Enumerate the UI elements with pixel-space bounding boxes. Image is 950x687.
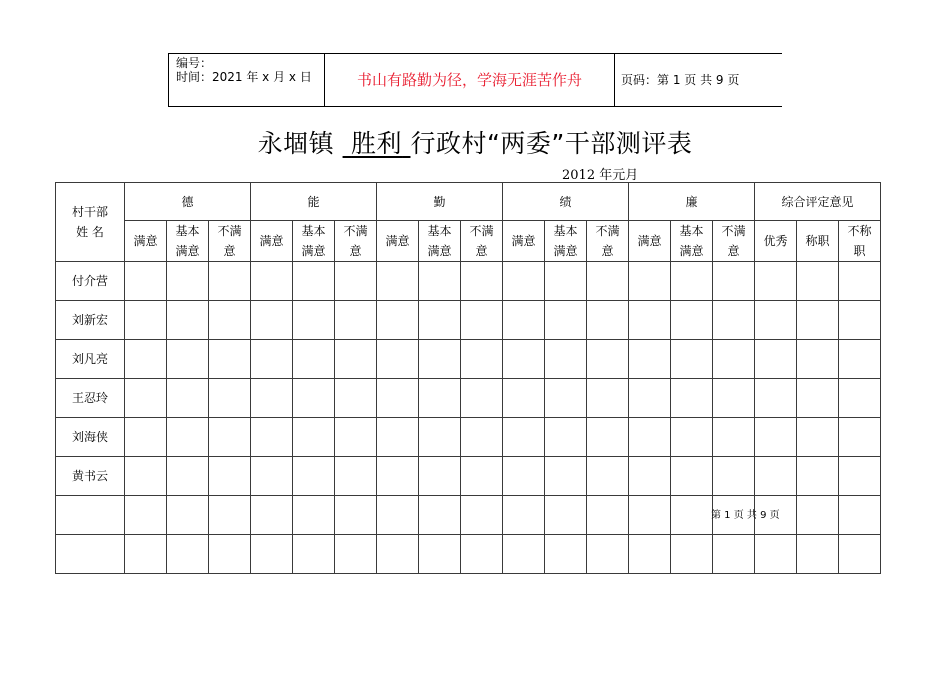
rating-cell[interactable] <box>671 496 713 535</box>
rating-cell[interactable] <box>797 418 839 457</box>
rating-cell[interactable] <box>167 535 209 574</box>
rating-cell[interactable] <box>503 301 545 340</box>
title-prefix: 永堌镇 <box>257 129 335 158</box>
rating-cell[interactable] <box>587 535 629 574</box>
group-header: 能 <box>251 183 377 221</box>
rating-cell[interactable] <box>461 301 503 340</box>
rating-cell[interactable] <box>711 496 797 535</box>
summary-group-header: 综合评定意见 <box>755 183 881 221</box>
rating-cell[interactable] <box>251 262 293 301</box>
rating-cell[interactable] <box>335 379 377 418</box>
rating-cell[interactable] <box>545 301 587 340</box>
cadre-name: 付介营 <box>56 262 125 301</box>
rating-cell[interactable] <box>125 340 167 379</box>
table-row <box>56 535 881 574</box>
rating-cell[interactable] <box>419 340 461 379</box>
option-header <box>545 221 587 262</box>
rating-cell[interactable] <box>419 301 461 340</box>
cell-line: 基本 <box>427 224 452 238</box>
document-header <box>168 53 782 107</box>
rating-cell[interactable] <box>419 496 461 535</box>
option-header <box>713 221 755 262</box>
rating-cell[interactable] <box>377 301 419 340</box>
summary-option-header <box>797 221 839 262</box>
cell-line: 满意 <box>553 244 578 258</box>
title-village: 胜利 <box>351 129 403 158</box>
cell-line: 意 <box>223 244 236 258</box>
rating-cell[interactable] <box>671 262 713 301</box>
rating-cell[interactable] <box>419 535 461 574</box>
rating-cell[interactable] <box>335 418 377 457</box>
rating-cell[interactable] <box>713 340 755 379</box>
rating-cell[interactable] <box>629 379 671 418</box>
evaluation-table <box>55 182 881 574</box>
corner-line: 村干部 <box>71 205 108 219</box>
rating-cell[interactable] <box>251 301 293 340</box>
rating-cell[interactable] <box>251 496 293 535</box>
header-meta <box>176 56 312 84</box>
cell-line: 满意 <box>679 244 704 258</box>
option-header <box>671 221 713 262</box>
option-header <box>293 221 335 262</box>
corner-line: 姓 名 <box>76 225 104 239</box>
cell-line: 意 <box>727 244 740 258</box>
rating-cell[interactable] <box>503 535 545 574</box>
cell-line: 满意 <box>637 234 662 248</box>
rating-cell[interactable] <box>671 379 713 418</box>
rating-cell[interactable] <box>251 418 293 457</box>
rating-cell[interactable] <box>461 496 503 535</box>
rating-cell[interactable] <box>587 457 629 496</box>
group-header: 勤 <box>377 183 503 221</box>
header-page-info: 页码：第 1 页 共 9 页 <box>621 73 740 87</box>
rating-cell[interactable] <box>251 535 293 574</box>
cadre-name: 刘新宏 <box>56 301 125 340</box>
rating-cell[interactable] <box>503 262 545 301</box>
rating-cell[interactable] <box>587 496 629 535</box>
rating-cell[interactable] <box>293 496 335 535</box>
cell-line: 满意 <box>301 244 326 258</box>
rating-cell[interactable] <box>293 262 335 301</box>
option-header <box>503 221 545 262</box>
header-divider <box>614 54 615 106</box>
rating-cell[interactable] <box>713 379 755 418</box>
rating-cell[interactable] <box>671 340 713 379</box>
rating-cell[interactable] <box>755 301 797 340</box>
rating-cell[interactable] <box>755 418 797 457</box>
rating-cell[interactable] <box>125 535 167 574</box>
rating-cell[interactable] <box>671 301 713 340</box>
rating-cell[interactable] <box>755 535 797 574</box>
cell-line: 不满 <box>721 224 746 238</box>
cadre-name: 刘海侠 <box>56 418 125 457</box>
rating-cell[interactable] <box>209 262 251 301</box>
rating-cell[interactable] <box>713 418 755 457</box>
option-header <box>377 221 419 262</box>
table-row <box>56 457 881 496</box>
cell-line: 不满 <box>469 224 494 238</box>
rating-cell[interactable] <box>251 379 293 418</box>
cell-line: 基本 <box>175 224 200 238</box>
rating-cell[interactable] <box>209 457 251 496</box>
table-row <box>56 301 881 340</box>
rating-cell[interactable] <box>713 535 755 574</box>
rating-cell[interactable] <box>167 418 209 457</box>
rating-cell[interactable] <box>461 457 503 496</box>
rating-cell[interactable] <box>125 379 167 418</box>
rating-cell[interactable] <box>503 418 545 457</box>
option-header <box>167 221 209 262</box>
name-column-header <box>56 183 125 262</box>
rating-cell[interactable] <box>839 418 881 457</box>
rating-cell[interactable] <box>629 535 671 574</box>
rating-cell[interactable] <box>839 496 881 535</box>
option-header <box>125 221 167 262</box>
rating-cell[interactable] <box>545 418 587 457</box>
rating-cell[interactable] <box>461 535 503 574</box>
rating-cell[interactable] <box>125 496 167 535</box>
rating-cell[interactable] <box>167 262 209 301</box>
rating-cell[interactable] <box>839 379 881 418</box>
rating-cell[interactable] <box>125 262 167 301</box>
rating-cell[interactable] <box>629 457 671 496</box>
cell-line: 满意 <box>259 234 284 248</box>
cadre-name: 黄书云 <box>56 457 125 496</box>
rating-cell[interactable] <box>461 418 503 457</box>
option-header <box>419 221 461 262</box>
option-header <box>461 221 503 262</box>
group-header: 绩 <box>503 183 629 221</box>
rating-cell[interactable] <box>503 379 545 418</box>
rating-cell[interactable] <box>503 457 545 496</box>
rating-cell[interactable] <box>335 496 377 535</box>
rating-cell[interactable] <box>797 379 839 418</box>
header-motto: 书山有路勤为径，学海无涯苦作舟 <box>356 71 582 89</box>
rating-cell[interactable] <box>545 496 587 535</box>
table-row <box>56 379 881 418</box>
rating-cell[interactable] <box>167 301 209 340</box>
rating-cell[interactable] <box>209 301 251 340</box>
rating-cell[interactable] <box>797 340 839 379</box>
rating-cell[interactable] <box>419 262 461 301</box>
summary-option-header <box>755 221 797 262</box>
rating-cell[interactable] <box>293 340 335 379</box>
rating-cell[interactable] <box>797 301 839 340</box>
rating-cell[interactable] <box>755 340 797 379</box>
rating-cell[interactable] <box>545 379 587 418</box>
rating-cell[interactable] <box>713 301 755 340</box>
rating-cell[interactable] <box>671 418 713 457</box>
rating-cell[interactable] <box>629 340 671 379</box>
cell-line: 意 <box>601 244 614 258</box>
group-header: 廉 <box>629 183 755 221</box>
cell-line: 基本 <box>301 224 326 238</box>
table-row <box>56 496 881 535</box>
rating-cell[interactable] <box>545 535 587 574</box>
rating-cell[interactable] <box>377 496 419 535</box>
rating-cell[interactable] <box>209 379 251 418</box>
cell-line: 满意 <box>385 234 410 248</box>
rating-cell[interactable] <box>419 379 461 418</box>
rating-cell[interactable] <box>167 340 209 379</box>
cell-line: 满意 <box>133 234 158 248</box>
rating-cell[interactable] <box>797 457 839 496</box>
rating-cell[interactable] <box>251 340 293 379</box>
cell-line: 满意 <box>511 234 536 248</box>
header-row-groups <box>56 183 881 221</box>
rating-cell[interactable] <box>335 535 377 574</box>
rating-cell[interactable] <box>671 457 713 496</box>
cell-line: 不称 <box>847 224 872 238</box>
rating-cell[interactable] <box>167 496 209 535</box>
option-header <box>587 221 629 262</box>
rating-cell[interactable] <box>839 340 881 379</box>
rating-cell[interactable] <box>587 418 629 457</box>
rating-cell[interactable] <box>377 457 419 496</box>
rating-cell[interactable] <box>251 457 293 496</box>
page-title <box>0 124 950 160</box>
rating-cell[interactable] <box>671 535 713 574</box>
option-header <box>251 221 293 262</box>
rating-cell[interactable] <box>503 496 545 535</box>
rating-cell[interactable] <box>755 457 797 496</box>
rating-cell[interactable] <box>209 340 251 379</box>
rating-cell[interactable] <box>377 379 419 418</box>
cell-line: 基本 <box>553 224 578 238</box>
rating-cell[interactable] <box>587 301 629 340</box>
rating-cell[interactable] <box>293 457 335 496</box>
serial-label: 编号： <box>176 56 213 70</box>
rating-cell[interactable] <box>461 262 503 301</box>
rating-cell[interactable] <box>209 496 251 535</box>
rating-cell[interactable] <box>377 418 419 457</box>
cell-line: 不满 <box>217 224 242 238</box>
title-suffix: 行政村“两委”干部测评表 <box>410 129 693 158</box>
cell-line: 不满 <box>595 224 620 238</box>
rating-cell[interactable] <box>335 340 377 379</box>
rating-cell[interactable] <box>419 457 461 496</box>
option-header <box>629 221 671 262</box>
rating-cell[interactable] <box>545 340 587 379</box>
rating-cell[interactable] <box>713 457 755 496</box>
rating-cell[interactable] <box>545 457 587 496</box>
rating-cell[interactable] <box>839 262 881 301</box>
rating-cell[interactable] <box>755 379 797 418</box>
rating-cell[interactable] <box>125 301 167 340</box>
rating-cell[interactable] <box>713 262 755 301</box>
rating-cell[interactable] <box>377 535 419 574</box>
rating-cell[interactable] <box>293 301 335 340</box>
rating-cell[interactable] <box>209 535 251 574</box>
table-row <box>56 262 881 301</box>
cell-line: 优秀 <box>763 234 788 248</box>
rating-cell[interactable] <box>419 418 461 457</box>
rating-cell[interactable] <box>587 262 629 301</box>
table-row <box>56 418 881 457</box>
document-date: 2012 年元月 <box>562 168 639 183</box>
blank-name-cell[interactable] <box>56 496 125 535</box>
cell-line: 基本 <box>679 224 704 238</box>
rating-cell[interactable] <box>377 262 419 301</box>
group-header: 德 <box>125 183 251 221</box>
summary-option-header <box>839 221 881 262</box>
cell-line: 职 <box>853 244 866 258</box>
rating-cell[interactable] <box>629 262 671 301</box>
rating-cell[interactable] <box>125 418 167 457</box>
option-header <box>209 221 251 262</box>
rating-cell[interactable] <box>293 379 335 418</box>
cell-line: 满意 <box>427 244 452 258</box>
option-header <box>335 221 377 262</box>
rating-cell[interactable] <box>461 379 503 418</box>
blank-name-cell[interactable] <box>56 535 125 574</box>
cell-line: 不满 <box>343 224 368 238</box>
rating-cell[interactable] <box>587 379 629 418</box>
rating-cell[interactable] <box>797 535 839 574</box>
cadre-name: 王忍玲 <box>56 379 125 418</box>
rating-cell[interactable] <box>167 457 209 496</box>
rating-cell[interactable] <box>503 340 545 379</box>
rating-cell[interactable] <box>461 340 503 379</box>
cadre-name: 刘凡亮 <box>56 340 125 379</box>
rating-cell[interactable] <box>209 418 251 457</box>
rating-cell[interactable] <box>167 379 209 418</box>
time-label: 时间：2021 年 x 月 x 日 <box>176 70 312 84</box>
header-row-options <box>56 221 881 262</box>
rating-cell[interactable] <box>797 496 839 535</box>
rating-cell[interactable] <box>797 262 839 301</box>
rating-cell[interactable] <box>755 262 797 301</box>
rating-cell[interactable] <box>377 340 419 379</box>
cell-line: 意 <box>349 244 362 258</box>
cell-line: 满意 <box>175 244 200 258</box>
rating-cell[interactable] <box>629 418 671 457</box>
cell-line: 意 <box>475 244 488 258</box>
rating-cell[interactable] <box>587 340 629 379</box>
rating-cell[interactable] <box>545 262 587 301</box>
rating-cell[interactable] <box>293 535 335 574</box>
rating-cell[interactable] <box>293 418 335 457</box>
cell-line: 称职 <box>805 234 830 248</box>
rating-cell[interactable] <box>335 262 377 301</box>
rating-cell[interactable] <box>839 457 881 496</box>
page-footer: 第 1 页 共 9 页 <box>711 510 780 521</box>
rating-cell[interactable] <box>125 457 167 496</box>
rating-cell[interactable] <box>839 301 881 340</box>
rating-cell[interactable] <box>629 496 671 535</box>
rating-cell[interactable] <box>629 301 671 340</box>
table-row <box>56 340 881 379</box>
rating-cell[interactable] <box>839 535 881 574</box>
rating-cell[interactable] <box>335 457 377 496</box>
rating-cell[interactable] <box>335 301 377 340</box>
